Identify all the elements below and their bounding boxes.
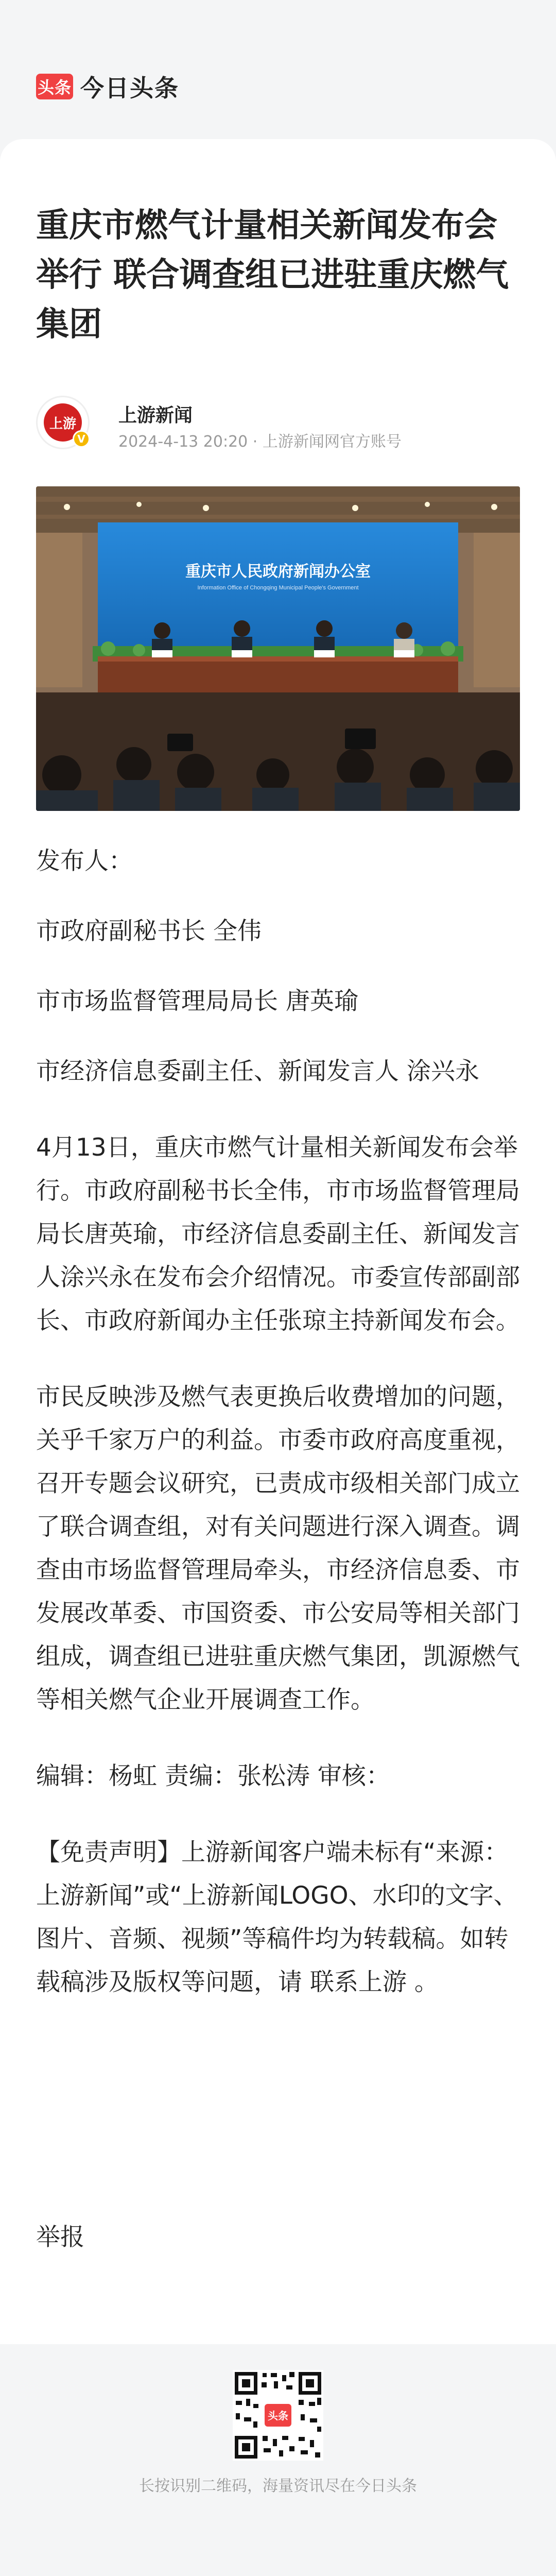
paragraph: 发布人： xyxy=(36,847,133,875)
article-photo[interactable] xyxy=(36,486,520,811)
app-header xyxy=(0,0,556,139)
banner-title: 重庆市人民政府新闻办公室 xyxy=(185,563,371,580)
paragraph: 4月13日，重庆市燃气计量相关新闻发布会举行。市政府副秘书长全伟，市市场监督管理局局长唐英瑜，市经济信息委副主任、新闻发言人涂兴永在发布会介绍情况。市委宣传部副部长、市政府新闻办主任张琼主持新闻发布会。 xyxy=(36,1133,520,1335)
meta-separator: · xyxy=(252,433,258,451)
author-source: 上游新闻网官方账号 xyxy=(262,433,402,451)
author-avatar[interactable] xyxy=(36,396,90,449)
paragraph: 市市场监督管理局局长 唐英瑜 xyxy=(36,987,358,1015)
article-body xyxy=(36,840,520,2037)
v-badge-icon: V xyxy=(73,430,90,448)
brand[interactable] xyxy=(36,70,179,104)
disclaimer: 【免责声明】上游新闻客户端未标有“来源：上游新闻”或“上游新闻LOGO、水印的文字、图片、音频、视频”等稿件均为转载稿。如转载稿涉及版权等问题，请 联系上游 。 xyxy=(36,1838,518,1996)
author-name[interactable]: 上游新闻 xyxy=(118,405,193,426)
paragraph: 市经济信息委副主任、新闻发言人 涂兴永 xyxy=(36,1057,479,1086)
brand-name: 今日头条 xyxy=(80,74,179,102)
banner-subtitle: Information Office of Chongqing Municipal People's Government xyxy=(197,585,359,591)
paragraph: 市政府副秘书长 全伟 xyxy=(36,917,262,945)
author-meta xyxy=(118,429,402,451)
press-conference-image xyxy=(36,486,520,811)
qr-code-icon xyxy=(233,2370,323,2461)
toutiao-logo: 头条 xyxy=(36,74,73,99)
footer-text: 长按识别二维码，海量资讯尽在今日头条 xyxy=(139,2477,417,2495)
paragraph: 编辑：杨虹 责编：张松涛 审核： xyxy=(36,1762,390,1790)
paragraph: 市民反映涉及燃气表更换后收费增加的问题，关乎千家万户的利益。市委市政府高度重视，召开专题会议研究，已责成市级相关部门成立了联合调查组，对有关问题进行深入调查。调查由市场监督管理局牵头，市经济信息委、市发展改革委、市国资委、市公安局等相关部门组成，调查组已进驻重庆燃气集团，凯源燃气等相关燃气企业开展调查工作。 xyxy=(36,1383,520,1714)
qr-badge: 头条 xyxy=(268,2411,288,2422)
qr-code[interactable] xyxy=(233,2370,323,2461)
report-link[interactable]: 举报 xyxy=(36,2223,84,2251)
article-title: 重庆市燃气计量相关新闻发布会举行 联合调查组已进驻重庆燃气集团 xyxy=(36,207,509,344)
publish-date: 2024-4-13 20:20 xyxy=(118,433,248,451)
author-avatar-logo: 上游 xyxy=(44,403,82,442)
